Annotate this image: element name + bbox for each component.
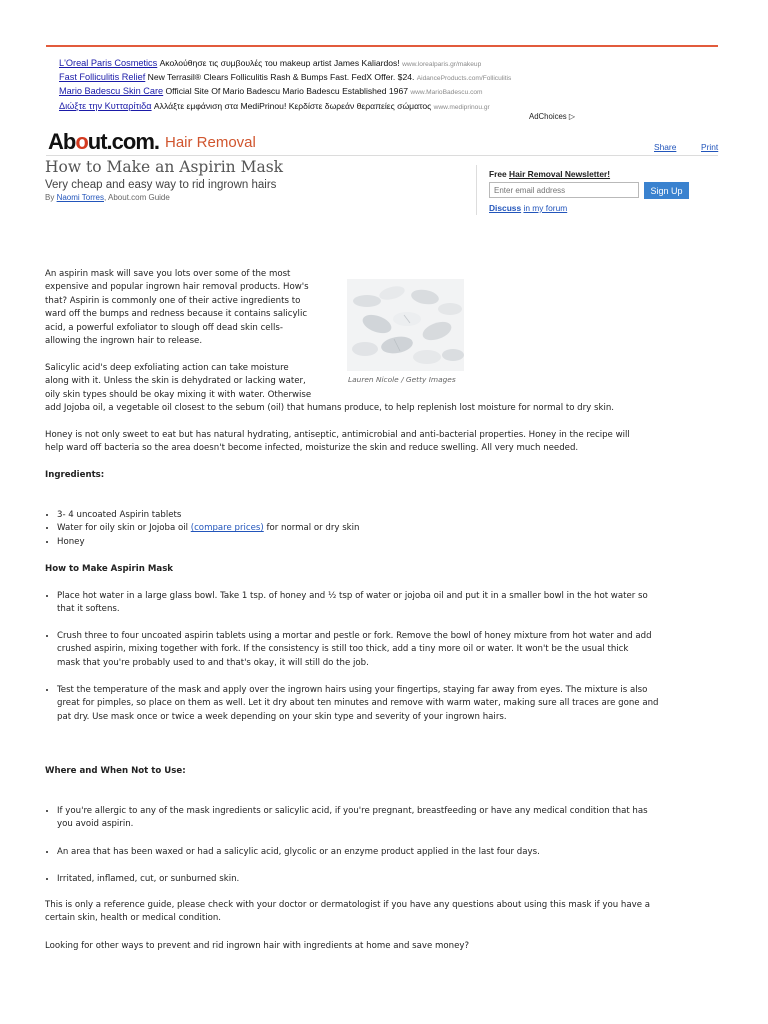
- where-heading: [45, 765, 186, 778]
- page-subtitle: Very cheap and easy way to rid ingrown hairs: [45, 179, 277, 191]
- ad-row: [59, 57, 699, 71]
- top-divider: [46, 45, 718, 47]
- list-item: • Irritated, inflamed, cut, or sunburned skin.: [57, 873, 239, 886]
- text-line: add Jojoba oil, a vegetable oil closest to the sebum (oil) that humans produce, to help replenish lost moisture for normal to dry skin.: [45, 403, 615, 414]
- text-line: Salicylic acid's deep exfoliating action can take moisture: [45, 363, 289, 373]
- text-line: ward off the bumps and redness because it contains salicylic: [45, 309, 308, 320]
- logo-part: ut.com.: [87, 129, 160, 154]
- newsletter-heading: [489, 169, 610, 179]
- email-input[interactable]: [489, 182, 639, 198]
- byline: [45, 193, 170, 202]
- about-logo[interactable]: [48, 129, 159, 155]
- newsletter-link[interactable]: Hair Removal Newsletter!: [509, 169, 611, 179]
- ad-link-loreal[interactable]: L'Oreal Paris Cosmetics: [59, 58, 158, 68]
- newsletter-free: Free: [489, 169, 507, 179]
- text-line: Place hot water in a large glass bowl. Take 1 tsp. of honey and ½ tsp of water or jojoba oil and put it in a smaller bowl in the hot water so: [57, 591, 648, 601]
- newsletter-box: [476, 165, 717, 215]
- ad-text: Ακολούθησε τις συμβουλές του makeup artist James Kaliardos!: [159, 58, 400, 68]
- ad-text: Αλλάξτε εμφάνιση στα MediPrinou! Κερδίστε δωρεάν θεραπείες σώματος: [153, 100, 432, 111]
- text-line: help ward off bacteria so the area doesn't become infected, moisturize the skin and reduce swelling. All very much needed.: [45, 443, 579, 454]
- ad-text: Official Site Of Mario Badescu Mario Badescu Established 1967: [165, 86, 409, 97]
- header-divider: [46, 155, 718, 156]
- ad-url[interactable]: www.mediprinou.gr: [433, 103, 490, 111]
- where-list: [45, 805, 648, 832]
- text-line: Crush three to four uncoated aspirin tablets using a mortar and pestle or fork. Remove the bowl of honey mixture from hot water and add: [57, 631, 652, 641]
- intro-paragraph: [45, 268, 309, 348]
- ad-row: [59, 71, 699, 85]
- where-list: [45, 873, 239, 886]
- section-heading: Where and When Not to Use:: [45, 766, 186, 776]
- list-item: • 3- 4 uncoated Aspirin tablets: [57, 509, 360, 522]
- list-item: • An area that has been waxed or had a salicylic acid, glycolic or an enzyme product applied in the last four days.: [57, 846, 540, 859]
- ad-row: [59, 85, 699, 99]
- list-item: [57, 805, 648, 832]
- text-line: you avoid aspirin.: [57, 819, 134, 830]
- ad-url[interactable]: www.lorealparis.gr/makeup: [402, 61, 482, 68]
- steps-list: [45, 630, 652, 670]
- reference-paragraph: [45, 899, 650, 926]
- list-item: [57, 522, 360, 535]
- photo-caption: Lauren Nicole / Getty Images: [348, 375, 456, 384]
- list-item: • Honey: [57, 536, 360, 549]
- sign-up-button[interactable]: Sign Up: [644, 182, 689, 199]
- ad-link-mario-badescu[interactable]: Mario Badescu Skin Care: [59, 86, 164, 97]
- discuss-link[interactable]: Discuss: [489, 203, 522, 213]
- section-heading: How to Make Aspirin Mask: [45, 564, 174, 574]
- list-item: [57, 630, 652, 670]
- ad-block: [59, 57, 699, 114]
- forum-link[interactable]: in my forum: [523, 203, 568, 213]
- ad-url[interactable]: www.MarioBadescu.com: [410, 89, 483, 97]
- text-line: This is only a reference guide, please check with your doctor or dermatologist if you have any questions about using this mask if you have a: [45, 900, 650, 910]
- list-item: [57, 590, 648, 617]
- text-line: mask that you're probably used to and that's okay, it will still do the job.: [57, 657, 369, 668]
- text-line: An aspirin mask will save you lots over some of the most: [45, 269, 291, 279]
- discuss-row: [489, 203, 567, 213]
- list-item: [57, 684, 659, 724]
- compare-prices-link[interactable]: (compare prices): [190, 523, 264, 534]
- byline-by: By: [45, 193, 55, 202]
- ad-url[interactable]: AidanceProducts.com/Folliculitis: [416, 75, 512, 83]
- text-line: Test the temperature of the mask and apply over the ingrown hairs using your fingertips, staying far away from eyes. The mixture is also: [57, 685, 648, 695]
- page-title: How to Make an Aspirin Mask: [45, 158, 284, 176]
- text-line: pat dry. Use mask once or twice a week depending on your skin type and severity of your ingrown hairs.: [57, 711, 507, 722]
- aspirin-photo: [347, 279, 464, 371]
- logo-part: o: [75, 129, 88, 154]
- text-line: acid, a powerful exfoliator to slough off dead skin cells-: [45, 322, 283, 333]
- text-line: that it softens.: [57, 604, 120, 615]
- ad-row: [59, 100, 699, 114]
- text-line: certain skin, health or medical condition.: [45, 913, 222, 924]
- text-line: along with it. Unless the skin is dehydrated or lacking water,: [45, 376, 306, 387]
- ingredients-heading: [45, 469, 104, 482]
- text-line: allowing the ingrown hair to release.: [45, 336, 203, 347]
- text-line: expensive and popular ingrown hair removal products. How's: [45, 282, 309, 293]
- text-line: Looking for other ways to prevent and rid ingrown hair with ingredients at home and save money?: [45, 941, 470, 951]
- ad-text: New Terrasil® Clears Folliculitis Rash & Bumps Fast. FedX Offer. $24.: [147, 72, 415, 83]
- ingredient-text: Water for oily skin or Jojoba oil: [57, 523, 191, 534]
- text-line: oily skin types should be okay mixing it with water. Otherwise: [45, 389, 312, 400]
- section-title[interactable]: Hair Removal: [165, 134, 256, 151]
- ingredients-list: [45, 509, 360, 549]
- salicylic-paragraph: [45, 362, 614, 416]
- ad-link-kyttaritida[interactable]: Διώξτε την Κυτταρίτιδα: [59, 100, 152, 111]
- text-line: great for pimples, so place on them as well. Let it dry about ten minutes and remove with warm water, making sure all traces are gone and: [57, 698, 659, 709]
- share-link[interactable]: Share: [654, 142, 677, 152]
- where-list: [45, 846, 540, 859]
- text-line: If you're allergic to any of the mask ingredients or salicylic acid, if you're pregnant, breastfeeding or have any medical condition that has: [57, 806, 648, 816]
- byline-guide: , About.com Guide: [104, 193, 170, 202]
- looking-paragraph: [45, 940, 469, 953]
- print-link[interactable]: Print: [701, 142, 719, 152]
- ad-link-folliculitis[interactable]: Fast Folliculitis Relief: [59, 72, 146, 83]
- howto-heading: [45, 563, 173, 576]
- steps-list: [45, 684, 659, 724]
- text-line: that? Aspirin is commonly one of their active ingredients to: [45, 295, 301, 306]
- honey-paragraph: [45, 429, 630, 456]
- ingredient-text: for normal or dry skin: [263, 523, 360, 534]
- author-link[interactable]: Naomi Torres: [56, 193, 104, 202]
- steps-list: [45, 590, 648, 617]
- text-line: crushed aspirin, mixing together with fork. If the consistency is still too thick, add a tiny more oil or water. It won't be the usual thick: [57, 644, 629, 655]
- section-heading: Ingredients:: [45, 470, 105, 480]
- adchoices-link[interactable]: AdChoices ▷: [529, 112, 575, 121]
- text-line: Honey is not only sweet to eat but has natural hydrating, antiseptic, antimicrobial and anti-bacterial properties. Honey in the recipe will: [45, 430, 630, 440]
- logo-part: Ab: [48, 129, 76, 154]
